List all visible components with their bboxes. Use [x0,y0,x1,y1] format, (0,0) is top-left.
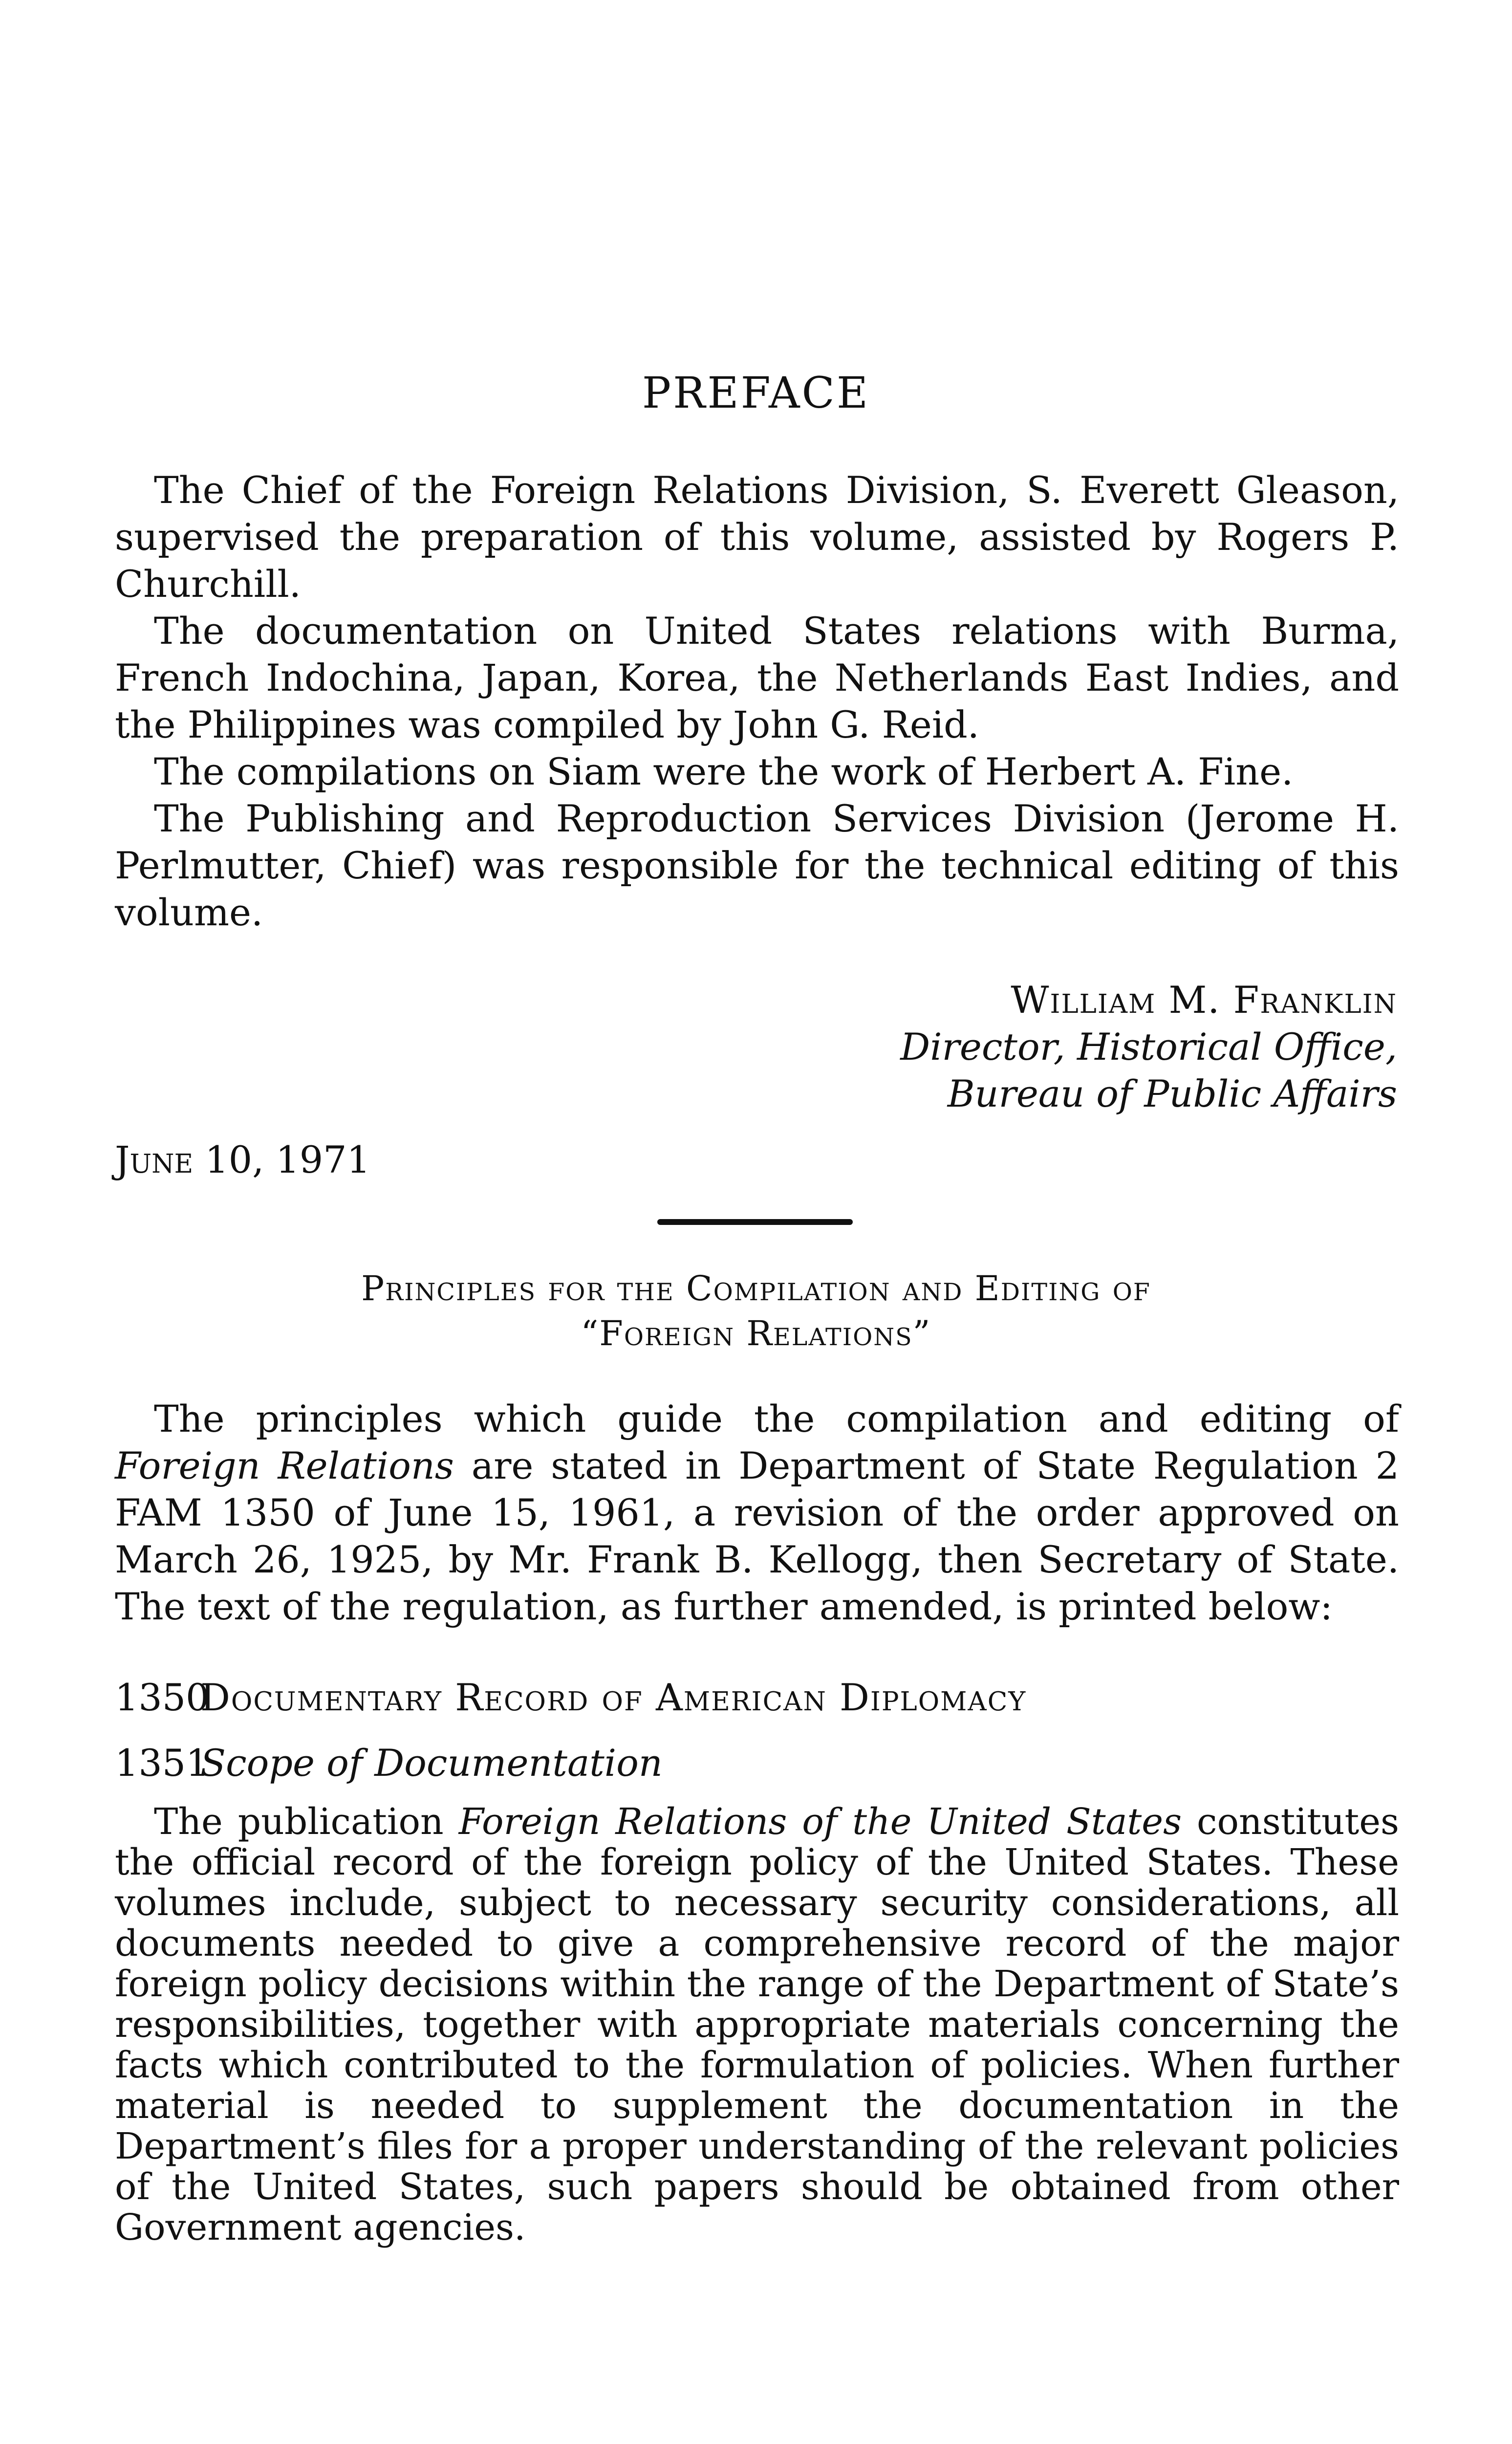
scope-paragraph [115,1802,1399,2248]
signature-title-line-2: Bureau of Public Affairs [947,1072,1397,1115]
signature-title-line-1: Director, Historical Office, [900,1025,1397,1069]
signature-name: William M. Franklin [1011,978,1397,1022]
section-1351-heading [115,1741,663,1785]
scope-italic: Foreign Relations of the United States [458,1801,1182,1843]
principles-intro-text-1: The principles which guide the compilation and editing of [154,1397,1399,1440]
page-title: PREFACE [642,368,870,418]
section-1350-title: Documentary Record of American Diplomacy [200,1676,1027,1719]
section-1350-heading [115,1676,1026,1719]
preface-paragraph-2: The documentation on United States relations with Burma, French Indochina, Japan, Korea, the Netherlands East Indies, and the Philippines was compiled by John G. Reid. [115,609,1399,746]
section-1351-number: 1351 [115,1741,210,1785]
section-1350-number: 1350 [115,1676,210,1719]
preface-paragraph-1: The Chief of the Foreign Relations Division, S. Everett Gleason, supervised the preparation of this volume, assisted by Rogers P. Churchill. [115,468,1399,606]
principles-intro-paragraph [115,1396,1399,1630]
scope-text-1: The publication [154,1801,459,1843]
section-divider [657,1219,853,1225]
preface-paragraph-4: The Publishing and Reproduction Services Division (Jerome H. Perlmutter, Chief) was responsible for the technical editing of this volume. [115,797,1399,934]
principles-intro-text-2: are stated in Department of State Regulation 2 FAM 1350 of June 15, 1961, a revision of the order approved on March 26, 1925, by Mr. Frank B. Kellogg, then Secretary of State. The text of the regulation, as further amended, is printed below: [115,1444,1399,1628]
section-1351-title: Scope of Documentation [200,1741,663,1785]
principles-heading-line-2: “Foreign Relations” [581,1313,931,1353]
preface-paragraph-3: The compilations on Siam were the work of Herbert A. Fine. [154,750,1294,793]
principles-intro-italic: Foreign Relations [115,1444,454,1487]
preface-date: June 10, 1971 [115,1138,370,1181]
signature-block [900,977,1397,1117]
principles-heading-line-1: Principles for the Compilation and Editing of [361,1268,1151,1309]
scope-text-2: constitutes the official record of the foreign policy of the United States. These volumes include, subject to necessary security considerations, all documents needed to give a comprehensive record of the major foreign policy decisions within the range of the Department of State’s responsibilities, together with appropriate materials concerning the facts which contributed to the formulation of policies. When further material is needed to supplement the documentation in the Department’s files for a proper understanding of the relevant policies of the United States, such papers should be obtained from other Government agencies. [115,1801,1399,2248]
